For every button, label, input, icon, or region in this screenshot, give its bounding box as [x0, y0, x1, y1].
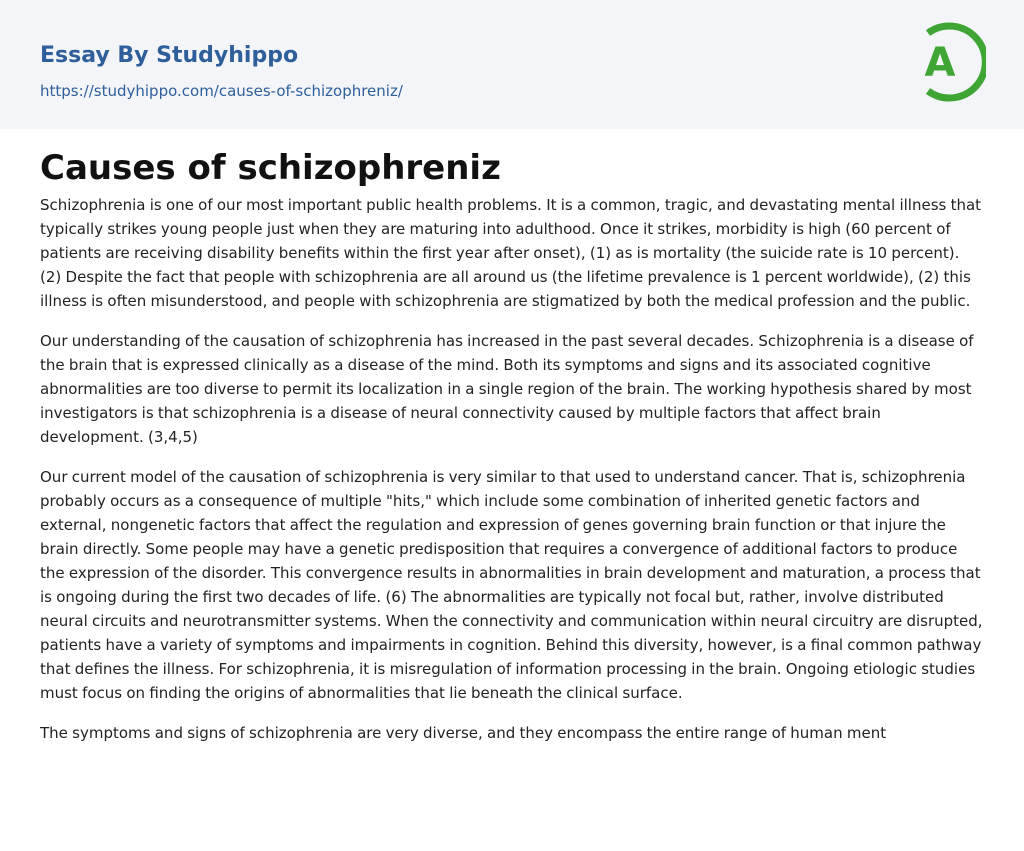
essay-paragraph-4: The symptoms and signs of schizophrenia are very diverse, and they encompass the entire range of human ment: [40, 724, 887, 742]
site-title: Essay By Studyhippo: [40, 43, 299, 68]
source-url-link[interactable]: https://studyhippo.com/causes-of-schizophreniz/: [40, 82, 403, 100]
essay-title: Causes of schizophreniz: [40, 148, 501, 188]
essay-paragraph-3: Our current model of the causation of schizophrenia is very similar to that used to understand cancer. That is, schizophrenia probably occurs as a consequence of multiple "hits," which include some combination of inherited genetic factors and external, nongenetic factors that affect the regulation and expression of genes governing brain function or that injure the brain directly. Some people may have a genetic predisposition that requires a convergence of additional factors to produce the expression of the disorder. This convergence results in abnormalities in brain development and maturation, a process that is ongoing during the first two decades of life. (6) The abnormalities are typically not focal but, rather, involve distributed neural circuits and neurotransmitter systems. When the connectivity and communication within neural circuitry are disrupted, patients have a variety of symptoms and impairments in cognition. Behind this diversity, however, is a final common pathway that defines the illness. For schizophrenia, it is misregulation of information processing in the brain. Ongoing etiologic studies must focus on finding the origins of abnormalities that lie beneath the clinical surface.: [40, 468, 983, 702]
essay-paragraph-2: Our understanding of the causation of schizophrenia has increased in the past several decades. Schizophrenia is a disease of the brain that is expressed clinically as a disease of the mind. Both its symptoms and signs and its associated cognitive abnormalities are too diverse to permit its localization in a single region of the brain. The working hypothesis shared by most investigators is that schizophrenia is a disease of neural connectivity caused by multiple factors that affect brain development. (3,4,5): [40, 332, 974, 446]
essay-paragraph-1: Schizophrenia is one of our most important public health problems. It is a common, tragic, and devastating mental illness that typically strikes young people just when they are maturing into adulthood. Once it strikes, morbidity is high (60 percent of patients are receiving disability benefits within the first year after onset), (1) as is mortality (the suicide rate is 10 percent). (2) Despite the fact that people with schizophrenia are all around us (the lifetime prevalence is 1 percent worldwide), (2) this illness is often misunderstood, and people with schizophrenia are stigmatized by both the medical profession and the public.: [40, 196, 982, 310]
essay-content: [0, 129, 1024, 745]
logo-letter: A: [924, 40, 956, 86]
studyhippo-logo-icon[interactable]: [912, 19, 986, 105]
page-header: [0, 0, 1024, 129]
